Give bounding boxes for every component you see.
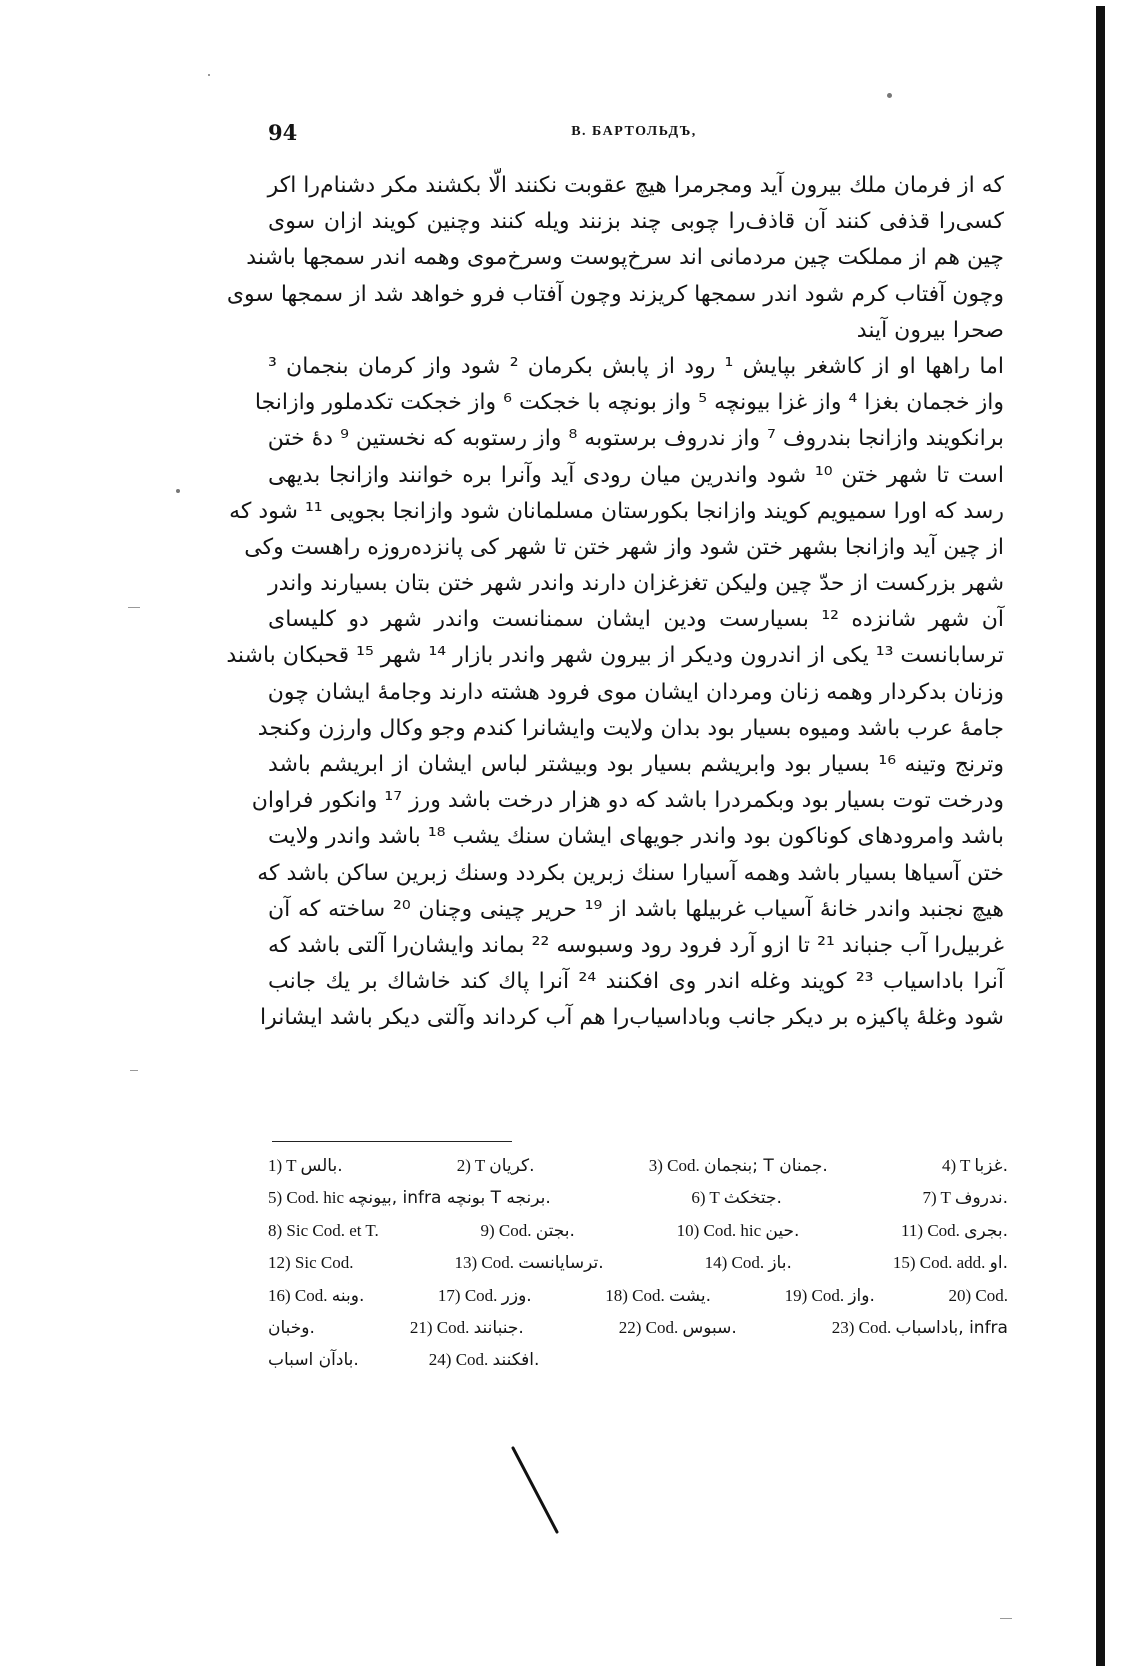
footnotes: [268, 1150, 1008, 1377]
text-line: ترسابانست ¹³ یکی از اندرون ودیکر از بیرون شهر واندر بازار ¹⁴ شهر ¹⁵ قحبکان باشند: [226, 643, 1004, 669]
footnote-item: [785, 1280, 875, 1312]
text-line: آن شهر شانزده ¹² بسیارست ودین ایشان سمنانست واندر شهر دو کلیسای: [268, 607, 1004, 633]
scan-speck: [128, 607, 140, 608]
footnote-item: [268, 1215, 379, 1247]
text-line: صحرا بیرون آیند: [856, 317, 1004, 343]
footnote-ref: 20) Cod.: [948, 1285, 1008, 1305]
footnote-ref: 10) Cod. hic: [676, 1220, 762, 1240]
footnote-item: [480, 1215, 574, 1247]
text-line: اما راهها او از کاشغر بپایش ¹ رود از پابش بکرمان ² شود واز کرمان بنجمان ³: [268, 353, 1004, 379]
footnote-line: [268, 1280, 1008, 1312]
footnote-line: [268, 1215, 1008, 1247]
text-line: برانکویند وازانجا بندروف ⁷ واز ندروف برستوبه ⁸ واز رستوبه که نخستین ⁹ دهٔ ختن: [267, 426, 1004, 452]
footnote-ref: 23) Cod.: [831, 1317, 892, 1337]
footnote-ref: 2) T: [456, 1156, 485, 1175]
footnote-item: [942, 1150, 1008, 1182]
text-line: آنرا باداسیاب ²³ کویند وغله اندر وی افکنند ²⁴ آنرا پاك کند خاشاك بر یك جانب: [268, 969, 1004, 995]
footnote-item: [429, 1344, 540, 1376]
footnote-item: [268, 1150, 343, 1182]
footnote-variant: یشت.: [669, 1285, 712, 1306]
text-line: شهر بزرکست از حدّ چین ولیکن تغزغزان دارند واندر شهر ختن بتان بسیارند واندر: [268, 571, 1004, 597]
footnote-ref: 5) Cod. hic: [268, 1188, 345, 1208]
text-line: هیچ نجنبد واندر خانهٔ آسیاب غربیلها باشد از ¹⁹ حریر چینی وچنان ²⁰ ساخته که آن: [268, 896, 1004, 922]
footnote-ref: 3) Cod.: [648, 1156, 700, 1175]
footnote-variant: بجتن.: [535, 1220, 575, 1241]
footnote-item: [948, 1280, 1008, 1312]
footnote-item: [268, 1344, 359, 1376]
text-line: است تا شهر ختن ¹⁰ شود واندرین میان رودی آید وآنرا بره خوانند وازانجا بدیهی: [268, 462, 1004, 488]
footnote-item: [605, 1280, 711, 1312]
footnote-item: [705, 1247, 792, 1279]
footnote-variant: واز.: [848, 1285, 875, 1306]
footnote-line: [268, 1312, 1008, 1344]
footnote-ref: 14) Cod.: [704, 1253, 765, 1273]
footnote-variant: افکنند.: [492, 1350, 540, 1371]
text-line: رسد که اورا سمیویم کویند وازانجا بکورستان مسلمانان شود وازانجا بجویی ¹¹ شود که: [229, 498, 1004, 524]
scan-speck: [176, 489, 180, 493]
text-line: ختن آسیاها بسیار باشد وهمه آسیارا سنك زبرین بکردد وسنك زبرین ساکن باشد که: [257, 860, 1004, 886]
footnote-ref: 21) Cod.: [409, 1317, 470, 1337]
scan-speck: [208, 74, 210, 76]
text-line: باشد وامرودهای کوناکون بود واندر جویهای ایشان سنك یشب ¹⁸ باشد واندر ولایت: [268, 824, 1004, 850]
footnote-line: [268, 1247, 1008, 1279]
footnote-variant: او.: [989, 1253, 1008, 1274]
footnote-item: [649, 1150, 828, 1182]
footnote-variant: وبنه.: [331, 1285, 365, 1306]
footnote-ref: 18) Cod.: [605, 1285, 665, 1305]
footnote-variant: باز.: [768, 1253, 792, 1274]
footnote-ref: 24) Cod.: [428, 1350, 489, 1370]
footnote-ref: 8) Sic Cod. et T.: [268, 1220, 379, 1240]
footnote-ref: 22) Cod.: [618, 1317, 679, 1337]
text-line: وترنج وتینه ¹⁶ بسیار بود وابریشم بسیار بود وبیشتر لباس ایشان از ابریشم باشد: [268, 752, 1004, 777]
footnote-ref: 6) T: [691, 1188, 720, 1208]
footnote-item: [454, 1247, 603, 1279]
footnote-item: [832, 1312, 1008, 1344]
footnote-ref: 7) T: [922, 1188, 951, 1208]
text-line: وچون آفتاب کرم شود اندر سمجها کریزند وچون آفتاب فرو خواهد شد از سمجها سوی: [226, 281, 1004, 307]
pencil-stroke-mark: [505, 1440, 565, 1540]
footnote-variant: بالس.: [300, 1156, 343, 1176]
footnote-line: [268, 1150, 1008, 1182]
text-line: وزنان بدکردار وهمه زنان ومردان ایشان موی فرود هشته دارند وجامهٔ ایشان چون: [267, 679, 1004, 705]
footnote-variant: غزبا.: [974, 1156, 1008, 1176]
footnote-variant: بنجمان; T جمنان.: [703, 1156, 828, 1176]
footnote-ref: 12) Sic Cod.: [268, 1253, 354, 1273]
footnote-item: [901, 1215, 1008, 1247]
footnote-line: [268, 1182, 1008, 1214]
text-line: جامهٔ عرب باشد ومیوه بسیار بود بدان ولایت وایشانرا کندم وجو وکال وارزن وکنجد: [257, 715, 1004, 741]
text-line: واز خجمان بغزا ⁴ واز غزا بیونچه ⁵ واز بونچه با خجکت ⁶ واز خجکت تکدملور وازانجا: [254, 390, 1004, 416]
footnote-ref: 9) Cod.: [480, 1220, 532, 1240]
text-line: کسی‌را قذفی کنند آن قاذف‌را چوبی چند بزنند ویله کنند وچنین کویند ازان سوی: [268, 209, 1004, 235]
binding-edge-rule: [1096, 6, 1105, 1666]
footnote-item: [268, 1280, 364, 1312]
footnote-item: [619, 1312, 737, 1344]
footnote-item: [691, 1182, 782, 1214]
footnote-item: [268, 1312, 315, 1344]
main-text: [226, 168, 1004, 1037]
footnote-item: [438, 1280, 532, 1312]
text-line: شود وغلهٔ پاکیزه بر دیکر جانب وباداسیاب‌را هم آب کرداند وآلتی دیکر باشد ایشانرا: [259, 1005, 1004, 1031]
footnote-variant: ندروف.: [954, 1188, 1008, 1209]
footnote-ref: 15) Cod. add.: [892, 1253, 986, 1273]
footnote-variant: وخبان.: [268, 1317, 315, 1338]
footnote-item: [893, 1247, 1008, 1279]
footnote-variant: جنبانند.: [473, 1317, 524, 1338]
page-header: [268, 120, 1000, 150]
footnote-variant: بیونچه, infra بونچه T برنجه.: [348, 1188, 551, 1209]
footnote-ref: 11) Cod.: [901, 1220, 960, 1240]
footnote-variant: بادآن اسباب.: [268, 1350, 359, 1371]
text-line: از چین آید وازانجا بشهر ختن شود واز شهر ختن تا شهر کی پانزده‌روزه راهست وکی: [244, 534, 1004, 560]
footnote-item: [268, 1182, 551, 1214]
footnote-variant: جتخکث.: [723, 1188, 782, 1209]
footnote-ref: 19) Cod.: [784, 1285, 845, 1305]
footnote-ref: 1) T: [268, 1156, 297, 1175]
footnote-item: [268, 1247, 353, 1279]
footnote-variant: کریان.: [489, 1156, 535, 1176]
footnote-item: [677, 1215, 800, 1247]
footnote-variant: حین.: [765, 1220, 800, 1241]
footnote-ref: 17) Cod.: [437, 1285, 498, 1305]
text-line: چین هم از مملکت چین مردمانی اند سرخ‌پوست وسرخ‌موی وهمه اندر سمجها باشند: [246, 245, 1004, 271]
footnote-item: [410, 1312, 524, 1344]
scan-speck: [887, 93, 892, 98]
page-number: 94: [268, 120, 298, 145]
footnote-variant: باداسباب, infra: [895, 1317, 1008, 1338]
footnote-variant: وزر.: [501, 1285, 532, 1306]
text-line: غربیل‌را آب جنباند ²¹ تا ازو آرد فرود رود وسبوسه ²² بماند وایشان‌را آلتی باشد که: [268, 932, 1004, 958]
footnote-item: [457, 1150, 535, 1182]
footnote-item: [922, 1182, 1008, 1214]
footnote-ref: 16) Cod.: [268, 1285, 328, 1305]
footnote-ref: 13) Cod.: [454, 1253, 514, 1273]
footnote-variant: ترسایانست.: [518, 1253, 604, 1274]
footnote-ref: 4) T: [941, 1156, 971, 1175]
footnote-variant: بجری.: [964, 1220, 1008, 1241]
footnote-line: [268, 1344, 1008, 1376]
text-line: که از فرمان ملك بیرون آید ومجرمرا هیچ عقوبت نکنند الّا بکشند مکر دشنام‌را اکر: [267, 173, 1004, 198]
running-head: В. БАРТОЛЬДЪ,: [571, 124, 697, 139]
text-line: ودرخت توت بسیار بود وبکمردرا باشد که دو هزار درخت باشد ورز ¹⁷ وانکور فراوان: [251, 788, 1004, 814]
scan-speck: [1000, 1618, 1012, 1619]
scan-speck: [130, 1070, 138, 1071]
footnote-variant: سبوس.: [682, 1317, 737, 1338]
footnote-rule: [272, 1141, 512, 1142]
